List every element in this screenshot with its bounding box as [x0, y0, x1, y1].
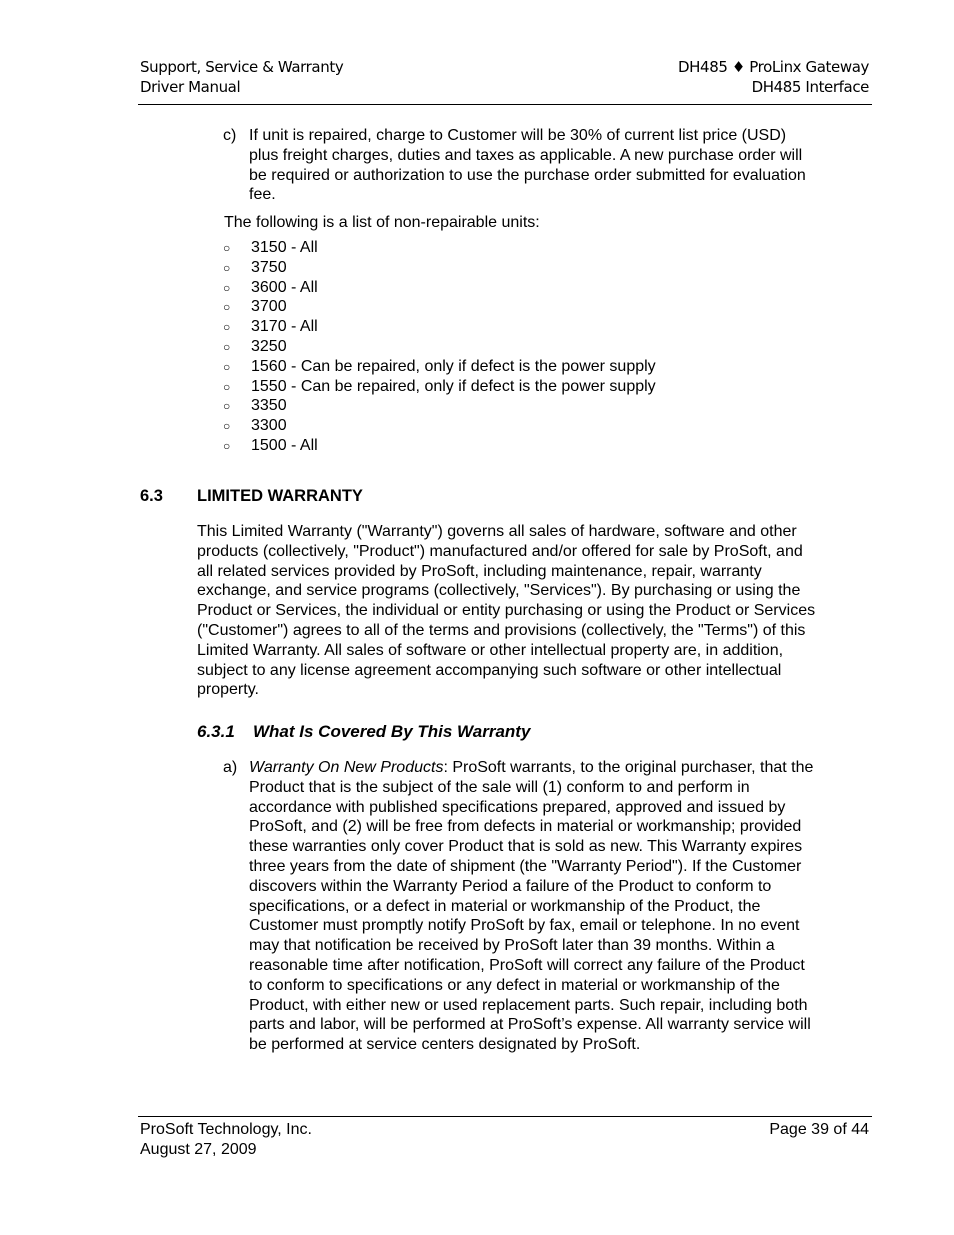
bullet-circle-icon: ○	[223, 419, 231, 434]
bullet-circle-icon: ○	[223, 438, 231, 453]
section-number: 6.3	[140, 487, 163, 505]
bullet-circle-icon: ○	[223, 379, 231, 394]
header-left	[140, 57, 343, 97]
unit-label: 1500 - All	[251, 436, 318, 454]
bullet-circle-icon: ○	[223, 359, 231, 374]
unit-label: 3750	[251, 258, 287, 276]
bullet-circle-icon: ○	[223, 339, 231, 354]
footer-date: August 27, 2009	[140, 1140, 257, 1158]
limited-warranty-paragraph: This Limited Warranty ("Warranty") governs all sales of hardware, software and other products (collectively, "Product") manufactured and/or offered for sale by ProSoft, and all related services provided by ProSoft, including maintenance, repair, warranty exchange, and service programs (collectively, "Services"). By purchasing or using the Product or Services, the individual or entity purchasing or using the Product or Services ("Customer") agrees to all of the terms and provisions (collectively, the "Terms") of this Limited Warranty. All sales of software or other intellectual property are, in addition, subject to any license agreement accompanying such software or other intellectual property.	[197, 523, 816, 699]
unit-label: 1560 - Can be repaired, only if defect is the power supply	[251, 357, 656, 375]
bullet-circle-icon: ○	[223, 300, 231, 315]
header-interface: DH485 Interface	[751, 78, 869, 96]
header-section-title: Support, Service & Warranty	[140, 58, 344, 76]
bullet-circle-icon: ○	[223, 399, 231, 414]
bullet-circle-icon: ○	[223, 260, 231, 275]
unit-label: 3600 - All	[251, 278, 318, 296]
unit-label: 3150 - All	[251, 239, 318, 256]
header-product: DH485 ♦ ProLinx Gateway	[678, 58, 869, 76]
footer-company: ProSoft Technology, Inc.	[140, 1121, 312, 1138]
list-marker: a)	[223, 759, 238, 776]
bullet-circle-icon: ○	[223, 241, 231, 255]
footer-page-number: Page 39 of 44	[769, 1121, 869, 1138]
list-item-text: If unit is repaired, charge to Customer will be 30% of current list price (USD) plus freight charges, duties and taxes as applicable. A new purchase order will be required or authorization to use the purchase order submitted for evaluation fee.	[249, 127, 806, 204]
header-divider	[138, 104, 872, 105]
list-marker: c)	[223, 127, 237, 144]
bullet-circle-icon: ○	[223, 320, 231, 335]
unit-label: 3170 - All	[251, 318, 318, 336]
section-title: LIMITED WARRANTY	[197, 487, 363, 505]
units-intro: The following is a list of non-repairable units:	[224, 214, 540, 231]
footer-divider	[138, 1116, 872, 1117]
subsection-number: 6.3.1	[197, 722, 235, 741]
item-body: : ProSoft warrants, to the original purchaser, that the Product that is the subject of the sale will (1) conform to and perform in accordance with published specifications prepared, approved and issued by ProSoft, and (2) will be free from defects in material or workmanship; provided these warranties only cover Product that is sold as new. This Warranty expires three years from the date of shipment (the "Warranty Period"). If the Customer discovers within the Warranty Period a failure of the Product to conform to specifications, or a defect in material or workmanship of the Product, the Customer must promptly notify ProSoft by fax, email or telephone. In no event may that notification be received by ProSoft later than 39 months. Within a reasonable time after notification, ProSoft will correct any failure of the Product to conform to specifications or any defect in material or workmanship of the Product, with either new or used replacement parts. Such repair, including both parts and labor, will be performed at ProSoft’s expense. All warranty service will be performed at service centers designated by ProSoft.	[249, 759, 814, 1054]
unit-label: 1550 - Can be repaired, only if defect is the power supply	[251, 377, 656, 395]
bullet-circle-icon: ○	[223, 280, 231, 295]
unit-label: 3700	[251, 298, 287, 316]
header-doc-type: Driver Manual	[140, 78, 241, 96]
subsection-title: What Is Covered By This Warranty	[253, 722, 531, 741]
unit-label: 3300	[251, 417, 287, 435]
list-item-text	[249, 758, 819, 1055]
item-lead-term: Warranty On New Products	[249, 759, 444, 776]
header-right	[678, 57, 869, 97]
unit-label: 3350	[251, 397, 287, 415]
footer-left	[140, 1120, 312, 1160]
unit-label: 3250	[251, 337, 287, 355]
